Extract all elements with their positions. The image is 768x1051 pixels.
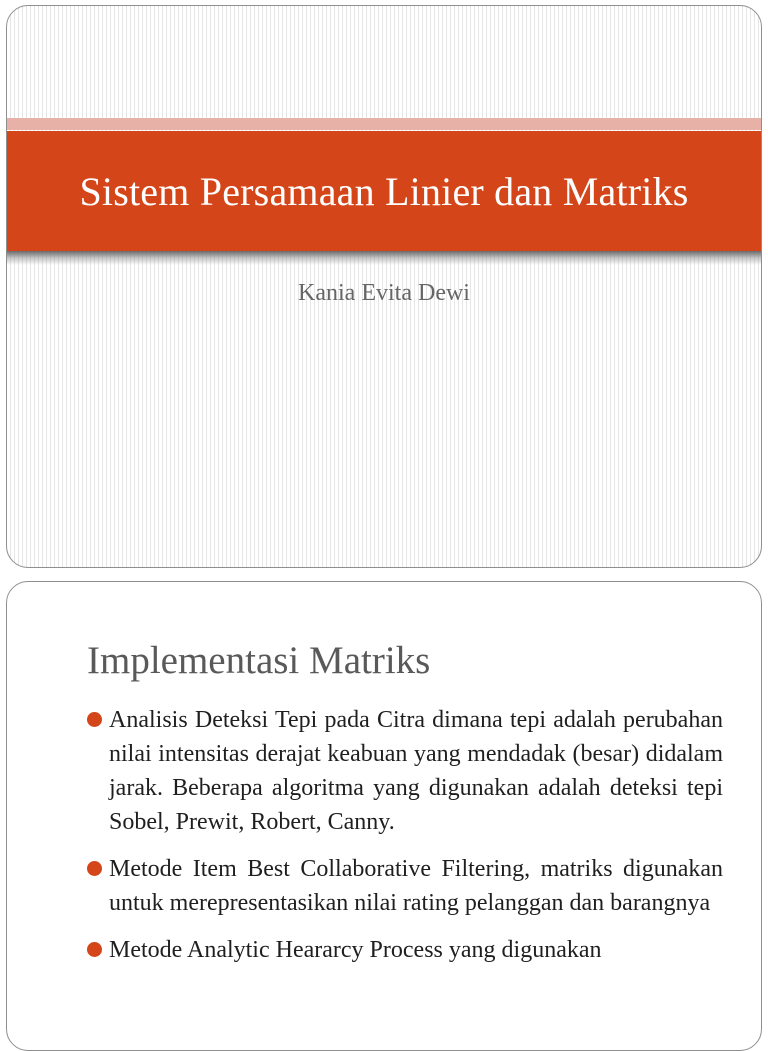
title-band [7,131,761,251]
slide-subtitle: Kania Evita Dewi [298,280,470,306]
slide-heading: Implementasi Matriks [87,639,431,682]
bullet-text: Metode Analytic Heararcy Process yang digunakan [109,937,602,963]
title-accent-stripe [7,118,761,130]
bullet-text: Analisis Deteksi Tepi pada Citra dimana tepi adalah perubahan nilai intensitas derajat keabuan yang mendadak (besar) didalam jarak. Beberapa algoritma yang digunakan adalah deteksi tepi Sobel, Prewit, Robert, Canny. [109,707,723,835]
bullet-item [87,933,723,967]
title-slide [6,5,762,568]
bullet-dot-icon [87,861,102,876]
title-band-shadow [7,251,761,265]
bullet-dot-icon [87,712,102,727]
slide-title: Sistem Persamaan Linier dan Matriks [79,168,689,214]
bullet-text: Metode Item Best Collaborative Filtering, matriks digunakan untuk merepresentasikan nilai rating pelanggan dan barangnya [109,856,723,916]
bullet-dot-icon [87,942,102,957]
content-slide [6,581,762,1051]
bullet-item [87,703,723,839]
bullet-list [87,703,723,980]
bullet-item [87,852,723,920]
